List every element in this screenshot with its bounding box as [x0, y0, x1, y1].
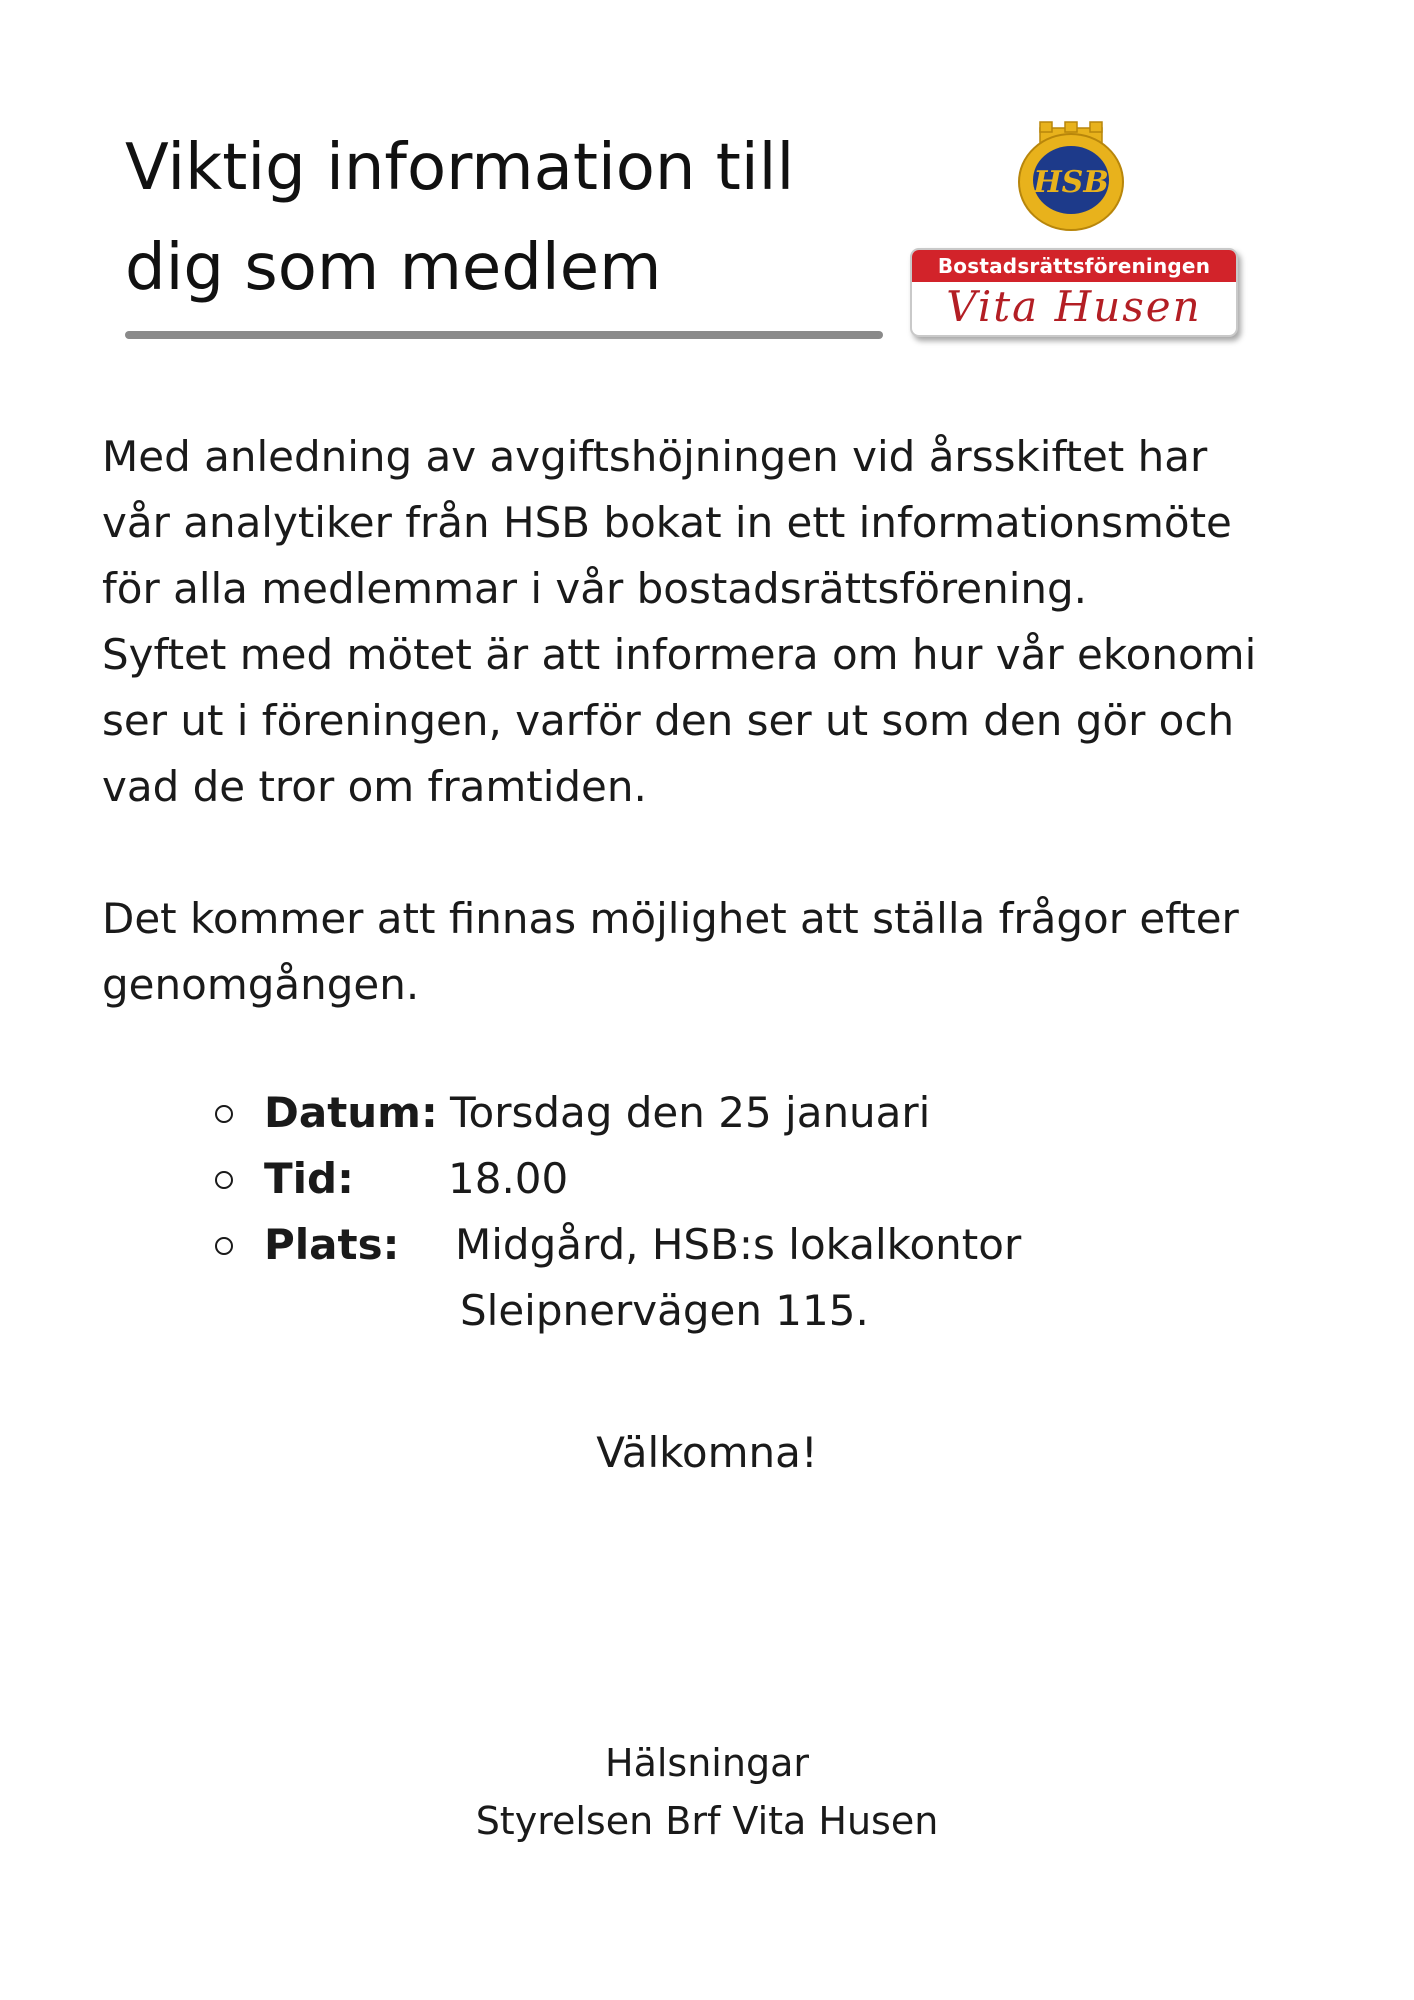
signoff-sender: Styrelsen Brf Vita Husen	[475, 1799, 939, 1843]
circle-bullet-icon	[215, 1237, 233, 1255]
logo-banner	[910, 248, 1238, 337]
welcome-text: Välkomna!	[596, 1428, 818, 1477]
paragraph-line: Det kommer att finnas möjlighet att ställa frågor efter	[102, 894, 1239, 943]
paragraph-line: genomgången.	[102, 960, 420, 1009]
date-value: Torsdag den 25 januari	[450, 1088, 931, 1137]
paragraph-line: för alla medlemmar i vår bostadsrättsförening.	[102, 564, 1087, 613]
place-label: Plats:	[264, 1220, 400, 1269]
date-label: Datum:	[264, 1088, 438, 1137]
paragraph-line: vad de tror om framtiden.	[102, 762, 647, 811]
svg-text:HSB: HSB	[1033, 165, 1109, 200]
circle-bullet-icon	[215, 1105, 233, 1123]
page-title-line-2: dig som medlem	[125, 231, 662, 305]
time-label: Tid:	[264, 1154, 354, 1203]
paragraph-line: ser ut i föreningen, varför den ser ut som den gör och	[102, 696, 1235, 745]
time-value: 18.00	[448, 1154, 569, 1203]
page-title-line-1: Viktig information till	[125, 131, 795, 205]
circle-bullet-icon	[215, 1171, 233, 1189]
logo-banner-top-text: Bostadsrättsföreningen	[912, 250, 1236, 282]
title-underline	[125, 331, 883, 339]
paragraph-line: Med anledning av avgiftshöjningen vid årsskiftet har	[102, 432, 1208, 481]
paragraph-line: vår analytiker från HSB bokat in ett informationsmöte	[102, 498, 1232, 547]
place-value-line-2: Sleipnervägen 115.	[460, 1286, 869, 1335]
logo-banner-script-text: Vita Husen	[946, 282, 1202, 331]
paragraph-line: Syftet med mötet är att informera om hur vår ekonomi	[102, 630, 1257, 679]
signoff-greeting: Hälsningar	[605, 1741, 809, 1785]
page-title	[125, 118, 885, 318]
place-value-line-1: Midgård, HSB:s lokalkontor	[455, 1220, 1022, 1269]
association-logo	[905, 120, 1241, 350]
body-text	[102, 424, 1352, 1018]
